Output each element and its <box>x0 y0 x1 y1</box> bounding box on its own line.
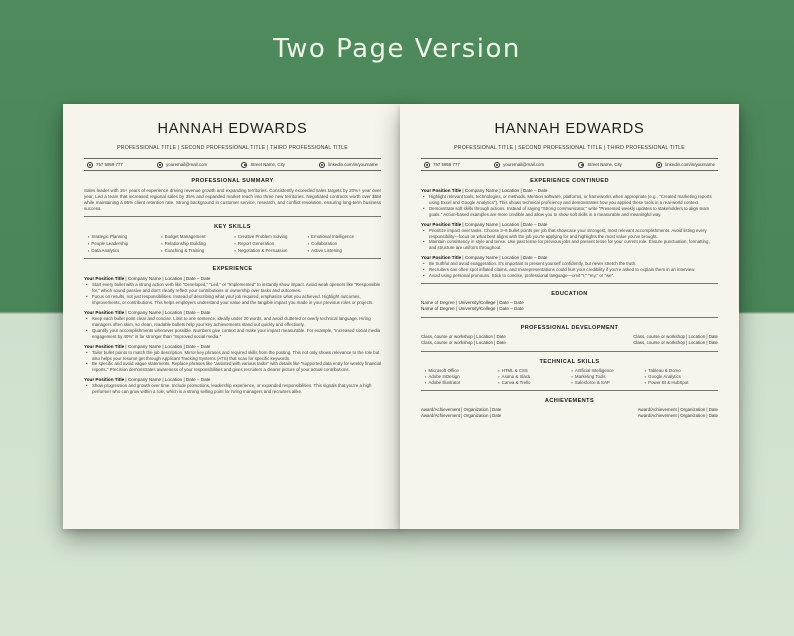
pd-entry: Class, course or workshop | Location | Date <box>421 340 506 346</box>
achievements-list <box>421 407 718 420</box>
phone-text: 757 5959 777 <box>433 162 460 167</box>
linkedin-item <box>319 162 378 168</box>
location-icon <box>241 162 247 168</box>
skill-item: ▪ Negotiation & Persuasion <box>235 248 308 254</box>
linkedin-text: linkedin.com/in/yourname <box>328 162 378 167</box>
job-bullet: • Avoid using personal pronouns. Stick to concise, professional language—omit "I," "my," or "we". <box>421 273 718 279</box>
job-meta: | Company Name | Location | Date – Date <box>124 310 211 315</box>
achievement-entry: Award/Achievement | Organization | Date <box>637 413 718 419</box>
job-bullet: • Be truthful and avoid exaggeration. It's important to present yourself confidently, but never stretch the truth. <box>421 261 718 267</box>
education-entry: Name of Degree | University/College | Date – Date <box>421 299 524 305</box>
tech-skill: ▪ Power BI & HubSpot <box>645 380 718 386</box>
professional-titles: PROFESSIONAL TITLE | SECOND PROFESSIONAL TITLE | THIRD PROFESSIONAL TITLE <box>454 145 685 151</box>
achievement-entry: Award/Achievement | Organization | Date <box>637 406 718 412</box>
skill-item: ▪ Relationship Building <box>161 241 234 247</box>
skill-item: ▪ Report Generation <box>235 241 308 247</box>
job-meta: | Company Name | Location | Date – Date <box>461 221 548 227</box>
job-bullet: • Focus on results, not just responsibilities. Instead of describing what your job required, emphasize what you achieved. Highlight outcomes, improvements, or contributions. This helps employers understand your value and the tangible impact you made in your previous roles or projects. <box>84 294 381 306</box>
location-icon <box>578 162 584 168</box>
job-meta: | Company Name | Location | Date – Date <box>124 276 211 282</box>
achievement-entry: Award/Achievement | Organization | Date <box>421 406 502 412</box>
education-entry: Name of Degree | University/College | Date – Date <box>421 306 524 312</box>
job-bullet: • Quantify your accomplishments whenever possible. Numbers give context and make your impact measurable. For example, "Increased social media engagement by 40%" is far stronger than "Improved social media." <box>84 328 381 340</box>
pd-list <box>421 334 718 347</box>
divider <box>421 317 718 318</box>
resume-name: HANNAH EDWARDS <box>494 121 645 137</box>
job-bullet: • Maintain consistency in style and tense. Use past tense for previous jobs and present tense for your current role. Ensure punctuation, formatting, and structure are uniform throughout. <box>421 239 718 251</box>
job-title: Your Position Title <box>84 276 125 282</box>
skill-item: ▪ Budget Management <box>161 234 234 240</box>
pd-entry: Class, course or workshop | Location | Date <box>421 333 506 339</box>
job-entry <box>84 276 381 306</box>
job-bullet: • Prioritize impact over tasks. Choose 3–6 bullet points per job that showcase your strongest, most relevant accomplishments. Avoid listing every responsibility—focus on what best aligns with the job you're applying for and highlights the most value you've brought. <box>421 228 718 240</box>
summary-text: Sales leader with 15+ years of experience driving revenue growth and expanding territories. Consistently exceeded sales targets by 20%+ year over year. Led a team that increased regional sales by 35% and expanded market reach into three new territories. Negotiated contracts worth over $5M while maintaining a 95% client retention rate. Strong background in customer service, research, and conflict resolution, ensuring long-term business success. <box>84 188 381 212</box>
resume-name: HANNAH EDWARDS <box>157 121 308 137</box>
job-entry <box>84 344 381 374</box>
pd-row <box>421 340 718 347</box>
education-list <box>421 300 718 313</box>
address-text: Street Name, City <box>250 162 285 167</box>
tech-skill: ▪ Adobe Illustrator <box>425 380 498 386</box>
skill-item: ▪ Coaching & Training <box>161 248 234 254</box>
tech-skill: ▪ Adobe InDesign <box>425 374 498 380</box>
email-text: youremail@mail.com <box>166 162 208 167</box>
professional-development-heading: PROFESSIONAL DEVELOPMENT <box>520 324 619 331</box>
divider <box>421 390 718 391</box>
email-text: youremail@mail.com <box>503 162 545 167</box>
skills-grid <box>84 234 381 254</box>
professional-titles: PROFESSIONAL TITLE | SECOND PROFESSIONAL TITLE | THIRD PROFESSIONAL TITLE <box>117 145 348 151</box>
divider <box>84 216 381 217</box>
summary-heading: PROFESSIONAL SUMMARY <box>191 178 274 184</box>
skill-item: ▪ People Leadership <box>88 241 161 247</box>
email-icon <box>157 162 163 168</box>
skill-item: ▪ Creative Problem Solving <box>235 234 308 240</box>
email-item <box>157 162 207 168</box>
linkedin-icon <box>656 162 662 168</box>
achievement-row <box>421 413 718 420</box>
tech-skill: ▪ Tableau & Domo <box>645 368 718 374</box>
job-bullet: • Recruiters can often spot inflated claims, and misrepresentations could hurt your credibility if you're asked to explain them in an interview. <box>421 267 718 273</box>
phone-text: 757 5959 777 <box>96 162 123 167</box>
resume-page-1 <box>63 104 402 529</box>
job-entry <box>421 222 718 252</box>
divider <box>84 258 381 259</box>
pd-entry: Class, course or workshop | Location | Date <box>633 340 718 346</box>
divider <box>421 283 718 284</box>
job-meta: | Company Name | Location | Date – Date <box>124 377 211 383</box>
job-bullet: • Highlight relevant tools, technologies, or methods. Mention software, platforms, or frameworks when appropriate (e.g., "Created marketing reports using Excel and Google Analytics"). This shows technical proficiency and demonstrates how you applied these tools in a real-world context. <box>421 194 718 206</box>
linkedin-icon <box>319 162 325 168</box>
job-entry <box>421 255 718 279</box>
phone-item <box>424 162 460 168</box>
job-title: Your Position Title <box>84 377 125 383</box>
skill-item: ▪ Collaboration <box>308 241 381 247</box>
technical-skills-heading: TECHNICAL SKILLS <box>539 358 600 365</box>
tech-skill: ▪ Canva & Trello <box>498 380 571 386</box>
experience-continued-heading: EXPERIENCE CONTINUED <box>530 178 609 184</box>
job-title: Your Position Title <box>84 310 125 315</box>
tech-skill: ▪ HTML & CSS <box>498 368 571 374</box>
achievements-heading: ACHIEVEMENTS <box>544 397 595 404</box>
job-title: Your Position Title <box>421 188 462 193</box>
technical-skills-grid <box>421 368 718 386</box>
job-title: Your Position Title <box>421 221 462 227</box>
job-title: Your Position Title <box>84 343 125 349</box>
divider <box>421 351 718 352</box>
email-icon <box>494 162 500 168</box>
job-bullet: • Be specific and avoid vague statements. Replace phrases like "assisted with various tasks" with details like "supported data entry for weekly financial reports." Precision demonstrates awareness of your responsibilities and gives recruiters a clearer picture of your actual contributions. <box>84 361 381 373</box>
achievement-entry: Award/Achievement | Organization | Date <box>421 413 502 419</box>
tech-skill: ▪ Marketing Tools <box>572 374 645 380</box>
job-entry <box>84 377 381 395</box>
phone-icon <box>87 162 93 168</box>
job-title: Your Position Title <box>421 255 462 261</box>
tech-skill: ▪ Google Analytics <box>645 374 718 380</box>
job-bullet: • Demonstrate soft skills through actions. Instead of saying "Strong communicator," write "Presented weekly updates to stakeholders to align team goals." Action-based examples are more credible and allow you to show soft skills in a measurable and meaningful way. <box>421 206 718 218</box>
experience-heading: EXPERIENCE <box>212 266 253 273</box>
job-bullet: • Keep each bullet point clear and concise. Limit to one sentence, ideally under 20 words, and avoid cluttered or overly technical language. Hiring managers often skim, so clean, readable bullets help your key achievements stand out quickly and effectively. <box>84 316 381 328</box>
education-heading: EDUCATION <box>551 290 588 297</box>
job-entry <box>421 188 718 218</box>
job-meta: | Company Name | Location | Date – Date <box>461 255 548 261</box>
pd-entry: Class, course or workshop | Location | Date <box>633 333 718 339</box>
contact-bar <box>84 158 381 171</box>
linkedin-item <box>656 162 715 168</box>
skill-item: ▪ Strategic Planning <box>88 234 161 240</box>
phone-icon <box>424 162 430 168</box>
skill-item: ▪ Data Analytics <box>88 248 161 254</box>
banner-title: Two Page Version <box>273 34 521 64</box>
job-bullet: • Tailor bullet points to match the job description. Mirror key phrases and required skills from the posting. This not only shows relevance to the role but also helps your resume get through Applicant Tracking Systems (ATS) that scan for specific keywords. <box>84 350 381 362</box>
skills-heading: KEY SKILLS <box>214 224 251 231</box>
job-meta: | Company Name | Location | Date – Date <box>124 343 211 349</box>
tech-skill: ▪ Salesforce & SAP <box>572 380 645 386</box>
address-item <box>578 162 622 168</box>
tech-skill: ▪ Microsoft Office <box>425 368 498 374</box>
job-bullet: • Show progression and growth over time. Include promotions, leadership experience, or expanded responsibilities. This signals that you're a high performer who can grow within a role, which is a strong selling point for hiring managers and recruiters alike. <box>84 383 381 395</box>
skill-item: ▪ Emotional Intelligence <box>308 234 381 240</box>
job-entry <box>84 310 381 340</box>
linkedin-text: linkedin.com/in/yourname <box>665 162 715 167</box>
job-meta: | Company Name | Location | Date – Date <box>461 188 548 193</box>
phone-item <box>87 162 123 168</box>
skill-item: ▪ Active Listening <box>308 248 381 254</box>
job-bullet: • Start every bullet with a strong action verb like "Developed," "Led," or "Implemented" to instantly show impact. Avoid weak openers like "Responsible for," which sound passive and don't clearly reflect your contributions or ownership over tasks and outcomes. <box>84 282 381 294</box>
email-item <box>494 162 544 168</box>
contact-bar <box>421 158 718 171</box>
address-text: Street Name, City <box>587 162 622 167</box>
resume-page-2 <box>400 104 739 529</box>
tech-skill: ▪ Artificial Intelligence <box>572 368 645 374</box>
address-item <box>241 162 285 168</box>
tech-skill: ▪ Asana & Slack <box>498 374 571 380</box>
